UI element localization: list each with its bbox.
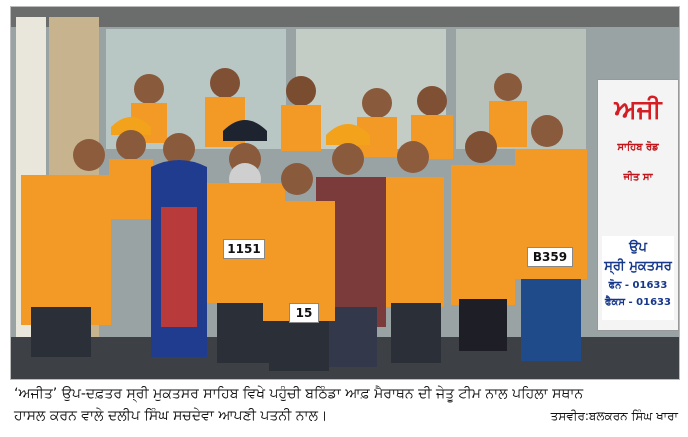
signboard-fax-number: - 01633 [628, 297, 671, 308]
signboard-blue-line1: ਉਪ [629, 240, 647, 255]
signboard-blue-line2: ਸ੍ਰੀ ਮੁਕਤਸਰ [604, 259, 672, 274]
caption-line-2: ਹਾਸਲ ਕਰਨ ਵਾਲੇ ਦਲੀਪ ਸਿੰਘ ਸਚਦੇਵਾ ਆਪਣੀ ਪਤਨੀ ਨਾਲ। [14, 408, 328, 424]
race-bib-1: 1151 [223, 239, 265, 259]
signboard-title: ਅਜੀ [614, 95, 662, 125]
signboard-phone-label: ਫੋਨ [608, 280, 622, 291]
signboard-line2: ਜੀਤ ਸਾ [623, 172, 653, 183]
signboard-line1: ਸਾਹਿਬ ਰੋਡ [617, 142, 659, 153]
race-bib-2: B359 [527, 247, 573, 267]
signboard-fax-label: ਫੈਕਸ [605, 297, 626, 308]
storefront-header [11, 7, 679, 27]
signboard-fax [602, 297, 674, 308]
race-bib-3: 15 [289, 303, 319, 323]
photo-scene [11, 7, 679, 379]
signboard-phone [602, 280, 674, 291]
signboard-phone-number: - 01633 [624, 280, 668, 291]
office-signboard [597, 79, 679, 331]
news-photo [10, 6, 680, 380]
signboard-contact [602, 236, 674, 320]
photo-credit: ਤਸਵੀਰ:ਬਲਕਰਨ ਸਿੰਘ ਖਾਰਾ [550, 409, 678, 423]
caption-line-1: ‘ਅਜੀਤ’ ਉਪ-ਦਫ਼ਤਰ ਸ੍ਰੀ ਮੁਕਤਸਰ ਸਾਹਿਬ ਵਿਖੇ ਪਹੁੰਚੀ ਬਠਿੰਡਾ ਆਫ਼ ਮੈਰਾਥਨ ਦੀ ਜੇਤੂ ਟੀਮ ਨਾਲ ਪਹਿਲਾ ਸਥਾਨ [14, 386, 584, 402]
